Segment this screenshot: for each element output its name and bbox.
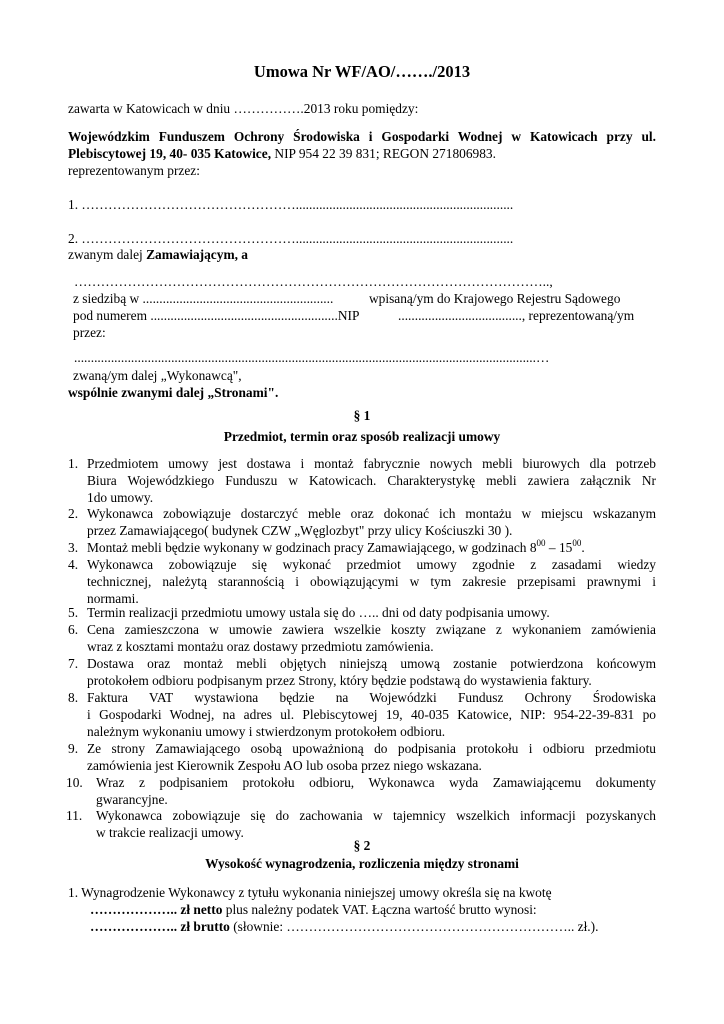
section1-item-line bbox=[87, 537, 585, 557]
party2-line3b: ....................................., reprezentowaną/ym bbox=[398, 308, 635, 323]
section1-item-line: Wykonawca zobowiązuje się do zachowania w tajemnicy wszelkich informacji pozyskanych bbox=[96, 808, 656, 823]
item-text: . bbox=[581, 540, 585, 555]
section1-item-line: Biura Wojewódzkiego Funduszu w Katowicach. Charakterystykę mebli zawiera załącznik Nr bbox=[87, 473, 656, 489]
section1-item-line: Wykonawca zobowiązuje dostarczyć meble oraz dokonać ich montażu w miejscu wskazanym bbox=[87, 506, 656, 521]
section1-item-line: należnym wykonaniu umowy i stwierdzonym protokołem odbioru. bbox=[87, 724, 446, 740]
hour-superscript: 00 bbox=[572, 537, 582, 548]
section1-item-line: i Gospodarki Wodnej, na adres ul. Plebiscytowej 19, 40-035 Katowice, NIP: 954-22-39-831 po bbox=[87, 707, 656, 723]
section2-p1-line2 bbox=[90, 902, 537, 919]
in-words: (słownie: ……………………………………………………….. zł.). bbox=[229, 919, 599, 934]
gross-amount: ……………….. zł brutto bbox=[90, 919, 230, 934]
party1-rep-1: 1. …………………………………………................................................................. bbox=[68, 197, 514, 212]
party1-called bbox=[68, 247, 248, 264]
party2-called: zwaną/ym dalej „Wykonawcą", bbox=[73, 368, 242, 383]
intro-line: zawarta w Katowicach w dniu …………….2013 roku pomiędzy: bbox=[68, 101, 419, 116]
party1-called-prefix: zwanym dalej bbox=[68, 247, 147, 262]
party1-name-bold: Plebiscytowej 19, 40- 035 Katowice, bbox=[68, 146, 272, 161]
party1-name-line2 bbox=[68, 146, 496, 163]
section2-sign: § 2 bbox=[353, 838, 371, 853]
section1-item-number: 10. bbox=[66, 775, 83, 790]
party1-rep-2: 2. …………………………………………................................................................. bbox=[68, 231, 514, 246]
party2-line5: ..........................................................................................................................................… bbox=[74, 350, 550, 365]
vat-text: plus należny podatek VAT. Łączna wartość brutto wynosi: bbox=[222, 902, 537, 917]
section1-item-line: 1do umowy. bbox=[87, 490, 154, 506]
item-text: – 15 bbox=[545, 540, 573, 555]
section2-p1-line1: 1. Wynagrodzenie Wykonawcy z tytułu wykonania niniejszej umowy określa się na kwotę bbox=[68, 885, 552, 900]
section1-item-number: 11. bbox=[66, 808, 83, 823]
net-amount: ……………….. zł netto bbox=[90, 902, 223, 917]
party2-line3a: pod numerem ........................................................NIP bbox=[73, 308, 360, 323]
section1-item-line: przez Zamawiającego( budynek CZW „Węglozbyt" przy ulicy Kościuszki 30 ). bbox=[87, 523, 513, 539]
party1-name-line1: Wojewódzkim Funduszem Ochrony Środowiska i Gospodarki Wodnej w Katowicach przy ul. bbox=[68, 129, 656, 144]
section1-item-line: wraz z kosztami montażu oraz dostawy przedmiotu zamówienia. bbox=[87, 639, 434, 655]
section1-item-line: Faktura VAT wystawiona będzie na Wojewódzki Fundusz Ochrony Środowiska bbox=[87, 690, 656, 705]
section1-item-line: Przedmiotem umowy jest dostawa i montaż fabrycznie nowych mebli biurowych dla potrzeb bbox=[87, 456, 656, 471]
party2-line4: przez: bbox=[73, 325, 106, 340]
section1-item-line: Wraz z podpisaniem protokołu odbioru, Wykonawca wyda Zamawiającemu dokumenty bbox=[96, 775, 656, 790]
section1-sign: § 1 bbox=[353, 408, 371, 423]
section1-item-line: Cena zamieszczona w umowie zawiera wszelkie koszty związane z wykonaniem zamówienia bbox=[87, 622, 656, 637]
section1-item-number: 8. bbox=[68, 690, 79, 705]
section1-item-line: Ze strony Zamawiającego osobą upoważnioną do podpisania protokołu i odbioru przedmiotu bbox=[87, 741, 656, 756]
section1-item-line: technicznej, należytą starannością i obowiązującymi w tym zakresie przepisami prawnymi i bbox=[87, 574, 656, 590]
party2-line2b: wpisaną/ym do Krajowego Rejestru Sądowego bbox=[369, 291, 621, 306]
section1-item-number: 1. bbox=[68, 456, 79, 471]
section1-item-number: 7. bbox=[68, 656, 79, 671]
hour-superscript: 00 bbox=[536, 537, 546, 548]
section1-item-line: Termin realizacji przedmiotu umowy ustala się do ….. dni od daty podpisania umowy. bbox=[87, 605, 550, 620]
section2-heading: Wysokość wynagrodzenia, rozliczenia między stronami bbox=[205, 856, 519, 871]
section1-item-number: 9. bbox=[68, 741, 79, 756]
section1-item-line: normami. bbox=[87, 591, 139, 607]
section1-item-line: Dostawa oraz montaż mebli objętych niniejszą umową zostanie potwierdzona końcowym bbox=[87, 656, 656, 671]
section1-item-line: protokołem odbioru podpisanym przez Strony, który będzie podstawą do wystawienia faktury. bbox=[87, 673, 592, 689]
party1-called-bold: Zamawiającym, a bbox=[146, 247, 248, 262]
contract-title: Umowa Nr WF/AO/……./2013 bbox=[253, 62, 471, 81]
party1-ids: NIP 954 22 39 831; REGON 271806983. bbox=[271, 146, 496, 161]
party1-represented: reprezentowanym przez: bbox=[68, 163, 200, 178]
party2-jointly: wspólnie zwanymi dalej „Stronami". bbox=[68, 385, 279, 400]
section1-item-number: 2. bbox=[68, 506, 79, 521]
section1-item-number: 5. bbox=[68, 605, 79, 620]
section2-p1-line3 bbox=[90, 919, 598, 936]
section1-item-line: zamówienia jest Kierownik Zespołu AO lub osoba przez niego wskazana. bbox=[87, 758, 482, 774]
party2-line2a: z siedzibą w ......................................................... bbox=[73, 291, 334, 306]
item-text: Montaż mebli będzie wykonany w godzinach pracy Zamawiającego, w godzinach 8 bbox=[87, 540, 537, 555]
section1-item-number: 6. bbox=[68, 622, 79, 637]
section1-heading: Przedmiot, termin oraz sposób realizacji umowy bbox=[223, 429, 501, 444]
section1-item-line: gwarancyjne. bbox=[96, 792, 168, 808]
party2-line1: …………………………………………………………………………………………….., bbox=[74, 274, 553, 289]
section1-item-number: 3. bbox=[68, 540, 79, 555]
section1-item-line: w trakcie realizacji umowy. bbox=[96, 825, 244, 841]
section1-item-number: 4. bbox=[68, 557, 79, 572]
section1-item-line: Wykonawca zobowiązuje się wykonać przedmiot umowy zgodnie z zasadami wiedzy bbox=[87, 557, 656, 572]
